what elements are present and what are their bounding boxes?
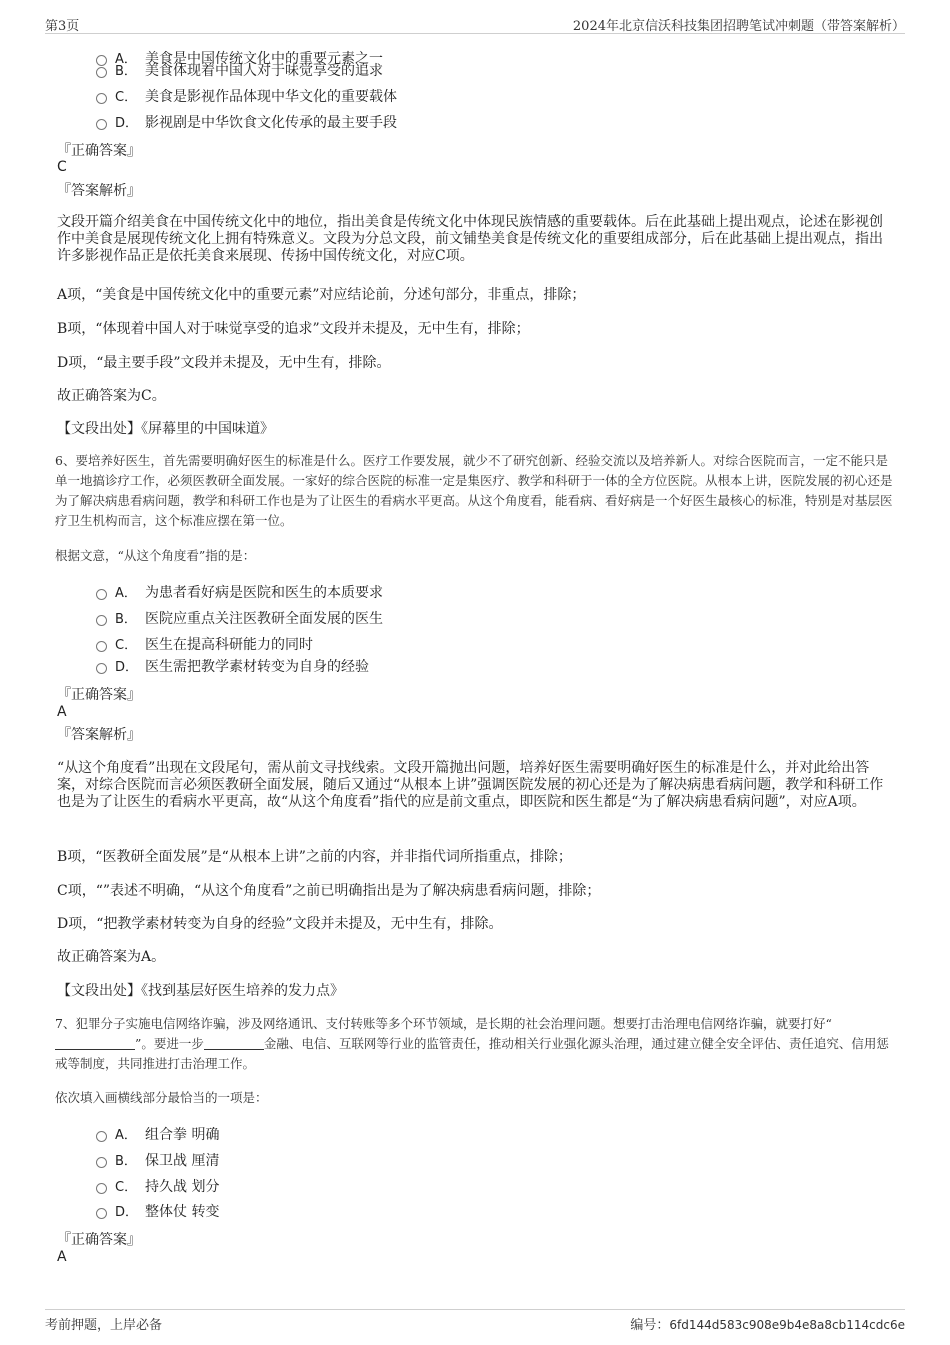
q6-conclusion: 故正确答案为A。 (57, 949, 166, 965)
q5-note-b: B项，“体现着中国人对于味觉享受的追求”文段并未提及，无中生有，排除； (57, 321, 530, 337)
q7-answer: A (57, 1249, 67, 1265)
q6-analysis: “从这个角度看”出现在文段尾句，需从前文寻找线索。文段开篇抛出问题，培养好医生需要明确好医生的标准是什么，并对此给出答案，对综合医院而言必须医教研全面发展，随后又通过“从根本上讲”强调医院发展的初心还是为了解决病患看病问题，教学和科研工作也是为了让医生的看病水平更高，故“从这个角度看”指代的应是前文重点，即医院和医生都是“为了解决病患看病问题”，对应A项。 (57, 760, 884, 810)
q5-source: 【文段出处】《屏幕里的中国味道》 (57, 421, 274, 437)
q7-option-b[interactable]: B． 保卫战 厘清 (96, 1150, 219, 1170)
radio-icon[interactable] (96, 615, 107, 626)
q6-stem: 6、要培养好医生，首先需要明确好医生的标准是什么。医疗工作要发展，就少不了研究创新、经验交流以及培养新人。对综合医院而言，一定不能只是单一地搞诊疗工作，必须医教研全面发展。一家好的综合医院的标准一定是集医疗、教学和科研于一体的全方位医院。从根本上讲，医院发展的初心还是为了解决病患看病问题，教学和科研工作也是为了让医生的看病水平更高。从这个角度看，能看病、看好病是一个好医生最核心的标准，特别是对基层医疗卫生机构而言，这个标准应摆在第一位。 (55, 453, 893, 528)
q6-note-b: B项，“医教研全面发展”是“从根本上讲”之前的内容，并非指代词所指重点，排除； (57, 849, 572, 865)
q6-question: 根据文意，“从这个角度看”指的是： (55, 548, 256, 563)
radio-icon[interactable] (96, 663, 107, 674)
q6-answer: A (57, 704, 67, 720)
q5-option-d[interactable]: D． 影视剧是中华饮食文化传承的最主要手段 (96, 112, 397, 132)
radio-icon[interactable] (96, 589, 107, 600)
radio-icon[interactable] (96, 93, 107, 104)
page-number: 第3页 (45, 19, 80, 34)
blank-1[interactable] (55, 1037, 135, 1050)
radio-icon[interactable] (96, 67, 107, 78)
radio-icon[interactable] (96, 1131, 107, 1142)
blank-2[interactable] (204, 1037, 264, 1050)
header-divider (45, 33, 905, 34)
q5-analysis: 文段开篇介绍美食在中国传统文化中的地位，指出美食是传统文化中体现民族情感的重要载体。后在此基础上提出观点，论述在影视创作中美食是展现传统文化上拥有特殊意义。文段为分总文段，前文铺垫美食是传统文化的重要组成部分，后在此基础上提出观点，指出许多影视作品正是依托美食来展现、传扬中国传统文化，对应C项。 (57, 214, 883, 264)
q5-answer: C (57, 159, 67, 175)
q5-answer-label: 『正确答案』 (57, 143, 141, 159)
q6-note-d: D项，“把教学素材转变为自身的经验”文段并未提及，无中生有，排除。 (57, 916, 503, 932)
q5-analysis-label: 『答案解析』 (57, 183, 141, 199)
q6-option-d[interactable]: D． 医生需把教学素材转变为自身的经验 (96, 656, 369, 676)
q5-note-a: A项，“美食是中国传统文化中的重要元素”对应结论前，分述句部分，非重点，排除； (57, 287, 586, 303)
q7-option-c[interactable]: C． 持久战 划分 (96, 1176, 219, 1196)
q6-option-a[interactable]: A． 为患者看好病是医院和医生的本质要求 (96, 582, 383, 602)
q6-option-c[interactable]: C． 医生在提高科研能力的同时 (96, 634, 313, 654)
footer-code: 编号：6fd144d583c908e9b4e8a8cb114cdc6e (630, 1318, 905, 1333)
q7-stem: 7、犯罪分子实施电信网络诈骗，涉及网络通讯、支付转账等多个环节领域，是长期的社会治理问题。想要打击治理电信网络诈骗，就要打好“”。要进一步 金融、电信、互联网等行业的监管责任，推动相关行业强化源头治理，通过建立健全安全评估、责任追究、信用惩戒等制度，共同推进打击治理工作。 (55, 1016, 889, 1071)
q6-option-b[interactable]: B． 医院应重点关注医教研全面发展的医生 (96, 608, 383, 628)
q6-source: 【文段出处】《找到基层好医生培养的发力点》 (57, 983, 344, 999)
radio-icon[interactable] (96, 1208, 107, 1219)
q7-option-d[interactable]: D． 整体仗 转变 (96, 1201, 219, 1221)
q5-option-b[interactable]: B． 美食体现着中国人对于味觉享受的追求 (96, 60, 383, 80)
radio-icon[interactable] (96, 1183, 107, 1194)
radio-icon[interactable] (96, 1157, 107, 1168)
q6-analysis-label: 『答案解析』 (57, 727, 141, 743)
document-title: 2024年北京信沃科技集团招聘笔试冲刺题（带答案解析） (572, 19, 905, 34)
footer-divider (45, 1309, 905, 1310)
q6-answer-label: 『正确答案』 (57, 687, 141, 703)
q5-conclusion: 故正确答案为C。 (57, 388, 166, 404)
q5-note-d: D项，“最主要手段”文段并未提及，无中生有，排除。 (57, 355, 391, 371)
q5-option-a[interactable]: A． 美食是中国传统文化中的重要元素之一 (96, 48, 383, 68)
q7-option-a[interactable]: A． 组合拳 明确 (96, 1124, 219, 1144)
q7-answer-label: 『正确答案』 (57, 1232, 141, 1248)
radio-icon[interactable] (96, 641, 107, 652)
radio-icon[interactable] (96, 119, 107, 130)
footer-slogan: 考前押题，上岸必备 (45, 1318, 163, 1333)
q6-note-c: C项，“”表述不明确，“从这个角度看”之前已明确指出是为了解决病患看病问题，排除； (57, 883, 601, 899)
q7-question: 依次填入画横线部分最恰当的一项是： (55, 1090, 268, 1105)
q5-option-c[interactable]: C． 美食是影视作品体现中华文化的重要载体 (96, 86, 397, 106)
